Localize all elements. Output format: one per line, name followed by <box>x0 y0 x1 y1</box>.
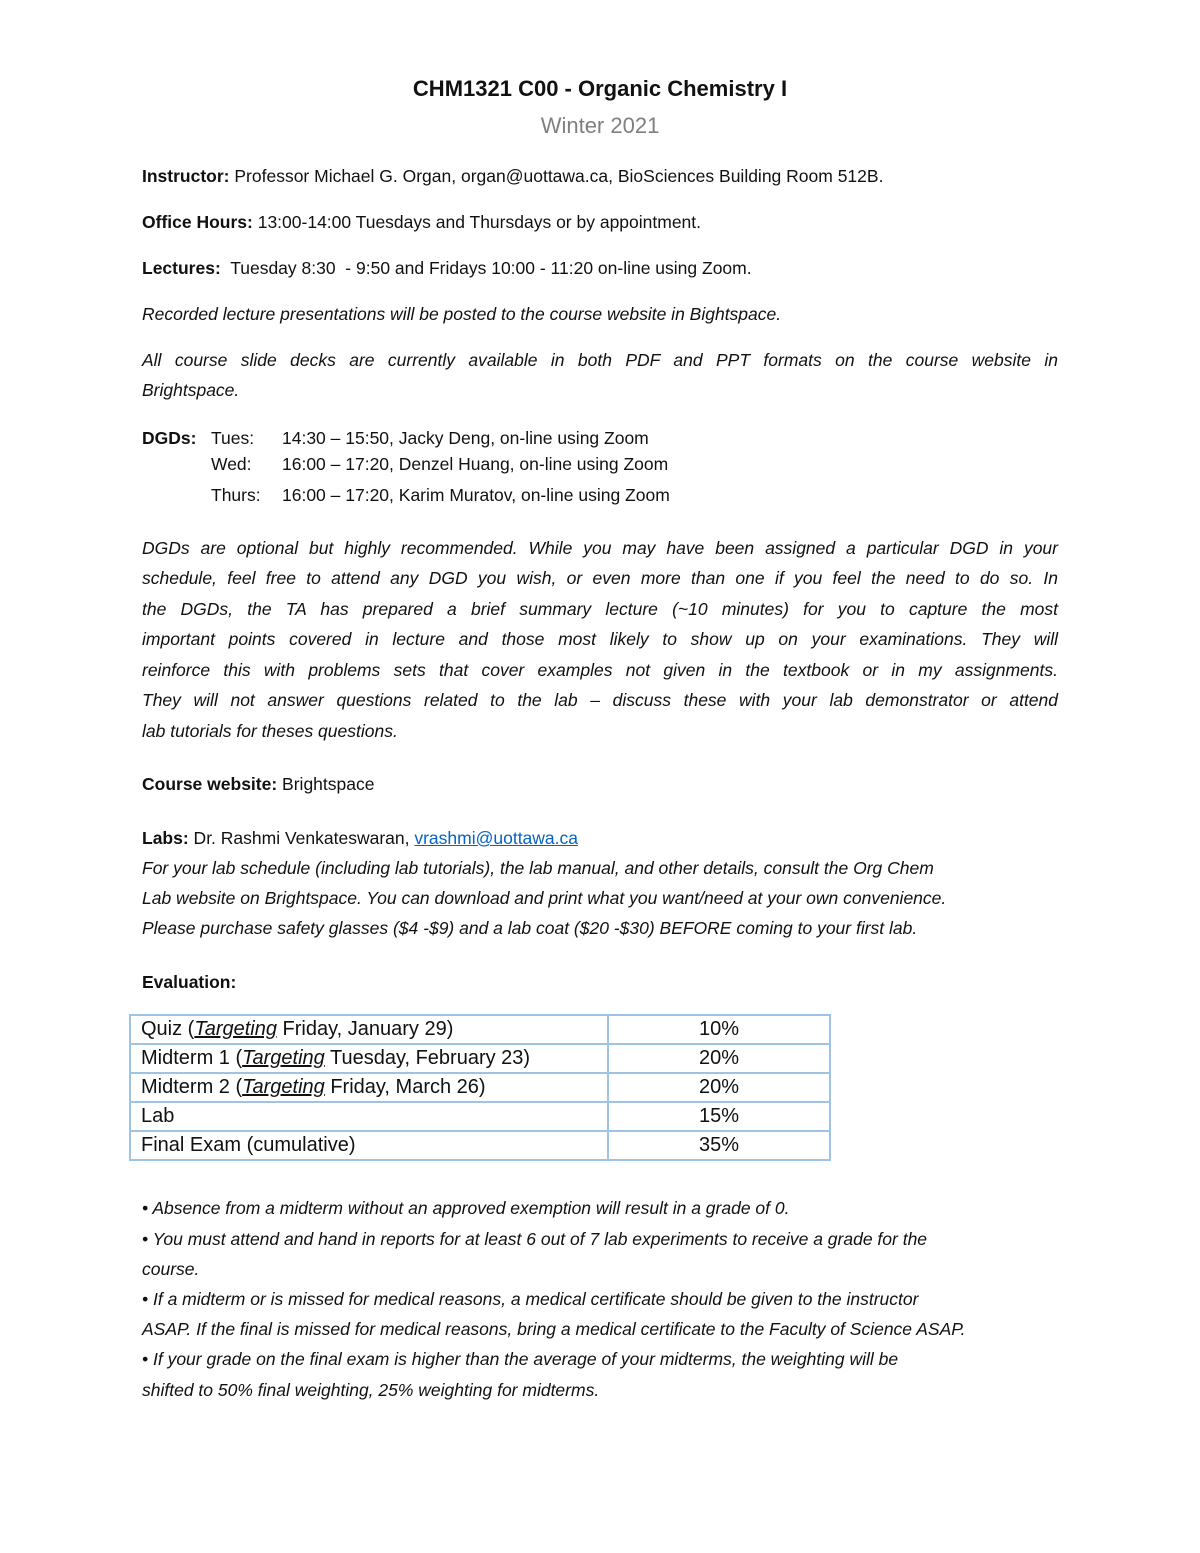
assessment-date: Friday, March 26) <box>324 1076 486 1098</box>
table-row <box>130 1131 830 1160</box>
recorded-note: Recorded lecture presentations will be posted to the course website in Bightspace. <box>142 304 782 324</box>
assessment-date: Friday, January 29) <box>277 1018 454 1040</box>
instructor-label: Instructor: <box>142 166 230 186</box>
dgd-day: Thurs: <box>211 485 261 505</box>
slides-note-line: All course slide decks are currently available in both PDF and PPT formats on the course website in <box>142 350 1058 370</box>
assessment-date: Tuesday, February 23) <box>324 1047 531 1069</box>
labs-text: Dr. Rashmi Venkateswaran, <box>188 828 415 848</box>
dgd-note-line: DGDs are optional but highly recommended. While you may have been assigned a particular DGD in your <box>142 538 1058 558</box>
labs-label: Labs: <box>142 828 189 848</box>
office-hours-label: Office Hours: <box>142 212 253 232</box>
table-row <box>130 1102 830 1131</box>
assessment-cell: Final Exam (cumulative) <box>130 1131 608 1160</box>
policy-bullet-line: • You must attend and hand in reports for at least 6 out of 7 lab experiments to receive a grade for the <box>142 1229 928 1249</box>
targeting-tag: Targeting <box>194 1018 277 1040</box>
dgd-day: Wed: <box>211 454 252 474</box>
evaluation-table <box>129 1014 831 1161</box>
dgd-note-line: reinforce this with problems sets that cover examples not given in the textbook or in my assignments. <box>142 660 1058 680</box>
course-website-text: Brightspace <box>277 774 375 794</box>
instructor-text: Professor Michael G. Organ, organ@uottawa.ca, BioSciences Building Room 512B. <box>229 166 884 186</box>
policy-bullet-line: • Absence from a midterm without an approved exemption will result in a grade of 0. <box>142 1198 790 1218</box>
term-subtitle: Winter 2021 <box>540 113 660 138</box>
dgd-day: Tues: <box>211 428 255 448</box>
policy-bullet-line: shifted to 50% final weighting, 25% weighting for midterms. <box>142 1380 600 1400</box>
assessment-cell <box>130 1015 608 1044</box>
weight-cell: 35% <box>608 1131 830 1160</box>
table-row <box>130 1073 830 1102</box>
lectures-line <box>142 258 1058 279</box>
labs-line <box>142 828 1058 849</box>
lectures-label: Lectures: <box>142 258 221 278</box>
policy-bullet-line: • If your grade on the final exam is higher than the average of your midterms, the weighting will be <box>142 1349 899 1369</box>
course-website-line <box>142 774 1058 795</box>
assessment-cell <box>130 1044 608 1073</box>
dgd-detail: 16:00 – 17:20, Karim Muratov, on-line using Zoom <box>282 485 670 505</box>
targeting-tag: Targeting <box>242 1047 325 1069</box>
dgds-label: DGDs: <box>142 428 197 448</box>
policy-bullet-line: ASAP. If the final is missed for medical reasons, bring a medical certificate to the Faculty of Science ASAP. <box>142 1319 966 1339</box>
assessment-cell: Lab <box>130 1102 608 1131</box>
assessment-cell <box>130 1073 608 1102</box>
dgd-detail: 16:00 – 17:20, Denzel Huang, on-line using Zoom <box>282 454 669 474</box>
dgd-note-line: lab tutorials for theses questions. <box>142 721 398 741</box>
assessment-name: Quiz ( <box>141 1018 195 1040</box>
course-website-label: Course website: <box>142 774 278 794</box>
lab-email-link[interactable]: vrashmi@uottawa.ca <box>414 828 579 848</box>
dgd-note-line: schedule, feel free to attend any DGD you wish, or even more than one if you feel the need to do so. In <box>142 568 1058 588</box>
dgd-note-line: the DGDs, the TA has prepared a brief summary lecture (~10 minutes) for you to capture the most <box>142 599 1058 619</box>
page-title: CHM1321 C00 - Organic Chemistry I <box>412 76 788 101</box>
slides-note-line: Brightspace. <box>142 380 240 400</box>
targeting-tag: Targeting <box>242 1076 325 1098</box>
evaluation-label: Evaluation: <box>142 972 237 992</box>
instructor-line <box>142 166 1058 187</box>
dgd-detail: 14:30 – 15:50, Jacky Deng, on-line using Zoom <box>282 428 649 448</box>
dgd-note-line: They will not answer questions related to the lab – discuss these with your lab demonstrator or attend <box>142 690 1058 710</box>
table-row <box>130 1015 830 1044</box>
weight-cell: 15% <box>608 1102 830 1131</box>
lab-note-line: Lab website on Brightspace. You can download and print what you want/need at your own convenience. <box>142 888 947 908</box>
table-row <box>130 1044 830 1073</box>
policy-bullet-line: • If a midterm or is missed for medical reasons, a medical certificate should be given to the instructor <box>142 1289 919 1309</box>
dgd-note-line: important points covered in lecture and those most likely to show up on your examinations. They will <box>142 629 1058 649</box>
lectures-text: Tuesday 8:30 - 9:50 and Fridays 10:00 - 11:20 on-line using Zoom. <box>220 258 752 278</box>
office-hours-line <box>142 212 1058 233</box>
lab-note-line: Please purchase safety glasses ($4 -$9) and a lab coat ($20 -$30) BEFORE coming to your first lab. <box>142 918 918 938</box>
assessment-name: Midterm 1 ( <box>141 1047 243 1069</box>
lab-note-line: For your lab schedule (including lab tutorials), the lab manual, and other details, consult the Org Chem <box>142 858 934 878</box>
weight-cell: 20% <box>608 1073 830 1102</box>
weight-cell: 20% <box>608 1044 830 1073</box>
policy-bullet-line: course. <box>142 1259 200 1279</box>
assessment-name: Midterm 2 ( <box>141 1076 243 1098</box>
office-hours-text: 13:00-14:00 Tuesdays and Thursdays or by appointment. <box>252 212 702 232</box>
weight-cell: 10% <box>608 1015 830 1044</box>
